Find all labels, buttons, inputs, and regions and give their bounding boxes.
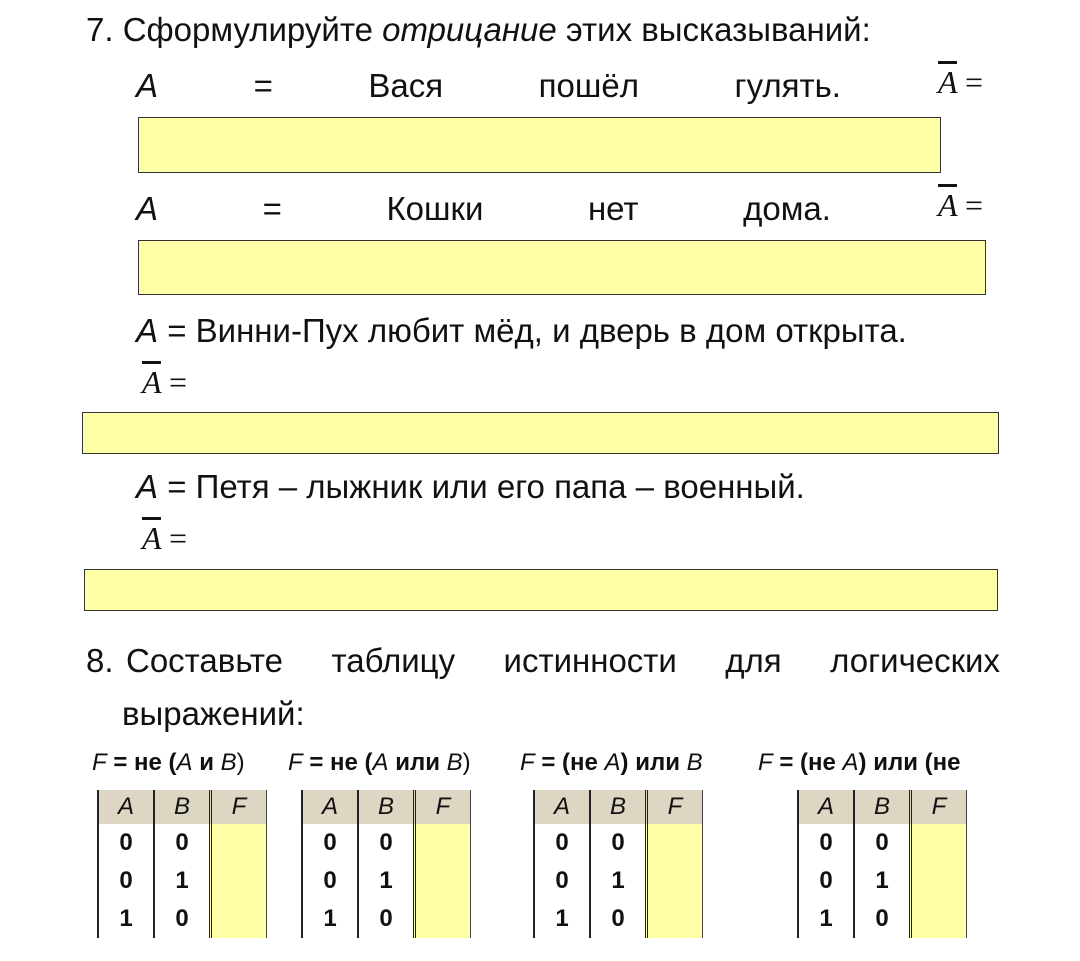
task7-heading-prefix: Сформулируйте xyxy=(122,11,373,48)
formula-1-part1: = не ( xyxy=(106,749,177,776)
task7-heading xyxy=(86,10,871,50)
formula-1-part2: ) xyxy=(236,749,245,776)
negation-eq-2: = xyxy=(964,187,984,223)
task8-heading-word-1: Составьте xyxy=(126,642,284,679)
task8-number: 8. xyxy=(86,642,114,679)
statement-1-word-2: пошёл xyxy=(538,67,639,104)
formula-2-b: B xyxy=(446,749,463,776)
header-f: F xyxy=(909,790,967,824)
formula-3-a: A xyxy=(604,749,621,776)
task8-heading-line2: выражений: xyxy=(122,695,305,732)
cell-b: 1 xyxy=(853,862,909,900)
cell-a: 0 xyxy=(301,824,357,862)
negation-eq-4: = xyxy=(168,520,188,556)
statement-4-var: A xyxy=(136,468,159,505)
negation-eq-1: = xyxy=(964,64,984,100)
truth-table-2 xyxy=(301,790,471,938)
formula-1-a: A xyxy=(176,749,193,776)
statement-4 xyxy=(136,467,805,507)
task8-heading-word-2: таблицу xyxy=(331,642,456,679)
negation-label-3 xyxy=(142,364,187,401)
cell-a: 1 xyxy=(301,900,357,938)
truth-table-4 xyxy=(797,790,967,938)
task8-heading-word-5: логических xyxy=(830,642,1000,679)
header-b: B xyxy=(357,790,413,824)
answer-cell-f[interactable] xyxy=(413,900,471,938)
answer-field-3[interactable] xyxy=(82,412,999,454)
table-header-row xyxy=(533,790,703,824)
table-row xyxy=(97,862,267,900)
formula-3-part1: = (не xyxy=(534,749,605,776)
task8-heading-word-4: для xyxy=(725,642,782,679)
formula-2-a: A xyxy=(372,749,389,776)
formula-3-op: ) или xyxy=(620,749,687,776)
answer-cell-f[interactable] xyxy=(413,824,471,862)
cell-b: 0 xyxy=(357,900,413,938)
cell-b: 0 xyxy=(589,900,645,938)
task8-heading-word-3: истинности xyxy=(503,642,677,679)
answer-cell-f[interactable] xyxy=(209,862,267,900)
answer-field-1[interactable] xyxy=(138,117,941,173)
statement-1-word-3: гулять. xyxy=(734,67,841,104)
cell-b: 0 xyxy=(357,824,413,862)
cell-b: 1 xyxy=(357,862,413,900)
cell-a: 0 xyxy=(301,862,357,900)
formula-1 xyxy=(92,748,245,778)
task7-number: 7. xyxy=(86,11,114,48)
formula-4-part1: = (не xyxy=(772,749,843,776)
statement-1-eq: = xyxy=(253,67,273,104)
answer-cell-f[interactable] xyxy=(909,862,967,900)
formula-2-f: F xyxy=(288,749,303,776)
negation-eq-3: = xyxy=(168,364,188,400)
table-row xyxy=(97,824,267,862)
task7-heading-italic: отрицание xyxy=(382,11,557,48)
header-b: B xyxy=(853,790,909,824)
statement-3 xyxy=(136,311,907,351)
answer-field-2[interactable] xyxy=(138,240,986,295)
statement-2-eq: = xyxy=(262,190,282,227)
header-b: B xyxy=(153,790,209,824)
negation-label-4 xyxy=(142,520,187,557)
formula-3-b: B xyxy=(686,749,703,776)
answer-cell-f[interactable] xyxy=(209,900,267,938)
table-header-row xyxy=(797,790,967,824)
statement-2-word-2: нет xyxy=(587,190,639,227)
header-a: A xyxy=(533,790,589,824)
negation-label-1 xyxy=(938,64,983,101)
table-row xyxy=(301,862,471,900)
cell-a: 1 xyxy=(533,900,589,938)
formula-1-op: и xyxy=(192,749,221,776)
header-a: A xyxy=(797,790,853,824)
table-row xyxy=(797,824,967,862)
table-row xyxy=(533,900,703,938)
negation-label-2 xyxy=(938,187,983,224)
cell-a: 0 xyxy=(797,824,853,862)
table-row xyxy=(533,824,703,862)
negation-var-2: $\overline{A}$ xyxy=(938,187,957,223)
cell-a: 0 xyxy=(97,824,153,862)
header-f: F xyxy=(209,790,267,824)
cell-b: 1 xyxy=(153,862,209,900)
table-row xyxy=(797,900,967,938)
table-header-row xyxy=(301,790,471,824)
statement-1-var: A xyxy=(136,67,159,104)
answer-cell-f[interactable] xyxy=(413,862,471,900)
header-f: F xyxy=(645,790,703,824)
statement-3-text: = Винни-Пух любит мёд, и дверь в дом открыта. xyxy=(167,312,907,349)
formula-3 xyxy=(520,748,703,778)
formula-4-op: ) или (не xyxy=(858,749,961,776)
statement-1-word-1: Вася xyxy=(368,67,444,104)
statement-1 xyxy=(136,66,841,106)
statement-4-text: = Петя – лыжник или его папа – военный. xyxy=(167,468,805,505)
negation-var-4: $\overline{A}$ xyxy=(142,520,161,556)
cell-a: 1 xyxy=(97,900,153,938)
cell-b: 0 xyxy=(853,900,909,938)
header-b: B xyxy=(589,790,645,824)
table-row xyxy=(533,862,703,900)
statement-2-word-1: Кошки xyxy=(386,190,484,227)
answer-cell-f[interactable] xyxy=(645,900,703,938)
answer-cell-f[interactable] xyxy=(645,862,703,900)
statement-3-var: A xyxy=(136,312,159,349)
negation-var-3: $\overline{A}$ xyxy=(142,364,161,400)
answer-cell-f[interactable] xyxy=(209,824,267,862)
formula-4-f: F xyxy=(758,749,773,776)
cell-a: 0 xyxy=(797,862,853,900)
formula-2-part2: ) xyxy=(462,749,471,776)
formula-2 xyxy=(288,748,471,778)
cell-a: 0 xyxy=(533,862,589,900)
cell-b: 0 xyxy=(853,824,909,862)
cell-a: 0 xyxy=(533,824,589,862)
formula-2-part1: = не ( xyxy=(302,749,373,776)
statement-2-word-3: дома. xyxy=(743,190,831,227)
cell-b: 0 xyxy=(153,824,209,862)
answer-cell-f[interactable] xyxy=(645,824,703,862)
formula-4-a: A xyxy=(842,749,859,776)
answer-cell-f[interactable] xyxy=(909,824,967,862)
table-row xyxy=(301,900,471,938)
formula-4 xyxy=(758,748,960,778)
formula-1-f: F xyxy=(92,749,107,776)
cell-b: 0 xyxy=(589,824,645,862)
truth-table-1 xyxy=(97,790,267,938)
statement-2-var: A xyxy=(136,190,159,227)
answer-cell-f[interactable] xyxy=(909,900,967,938)
table-row xyxy=(797,862,967,900)
cell-a: 1 xyxy=(797,900,853,938)
header-a: A xyxy=(97,790,153,824)
truth-table-3 xyxy=(533,790,703,938)
cell-b: 0 xyxy=(153,900,209,938)
task7-heading-suffix: этих высказываний: xyxy=(565,11,871,48)
header-a: A xyxy=(301,790,357,824)
cell-b: 1 xyxy=(589,862,645,900)
task8-heading-line1 xyxy=(126,641,1000,681)
formula-1-b: B xyxy=(220,749,237,776)
table-row xyxy=(301,824,471,862)
answer-field-4[interactable] xyxy=(84,569,998,611)
table-header-row xyxy=(97,790,267,824)
header-f: F xyxy=(413,790,471,824)
formula-2-op: или xyxy=(388,749,447,776)
table-row xyxy=(97,900,267,938)
formula-3-f: F xyxy=(520,749,535,776)
statement-2 xyxy=(136,189,831,229)
negation-var-1: $\overline{A}$ xyxy=(938,64,957,100)
cell-a: 0 xyxy=(97,862,153,900)
